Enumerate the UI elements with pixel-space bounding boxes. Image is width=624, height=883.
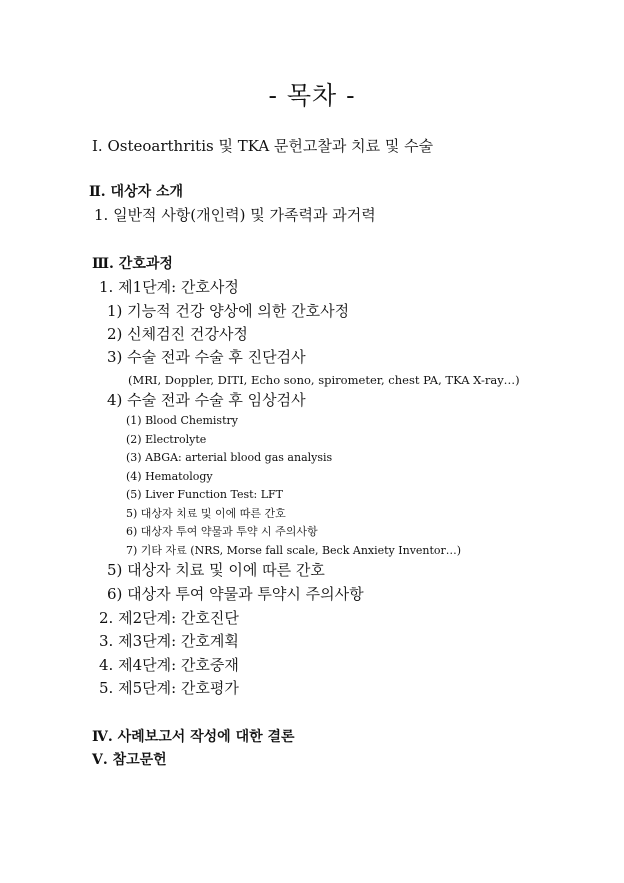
toc-item: 2. 제2단계: 간호진단 (99, 609, 239, 627)
toc-note: (MRI, Doppler, DITI, Echo sono, spirometer, chest PA, TKA X-ray…) (128, 373, 520, 387)
page-title: - 목차 - (268, 81, 356, 110)
toc-detail: (5) Liver Function Test: LFT (126, 488, 284, 501)
toc-section-2: Ⅱ. 대상자 소개 (89, 184, 184, 200)
toc-subitem: 5) 대상자 치료 및 이에 따른 간호 (107, 561, 325, 579)
toc-item: 4. 제4단계: 간호중재 (99, 656, 239, 674)
toc-subitem: 3) 수술 전과 수술 후 진단검사 (107, 348, 306, 366)
toc-subitem: 4) 수술 전과 수술 후 임상검사 (107, 391, 306, 409)
toc-detail: 6) 대상자 투여 약물과 투약 시 주의사항 (126, 525, 318, 538)
toc-item: 3. 제3단계: 간호계획 (99, 632, 239, 650)
toc-item: 1. 제1단계: 간호사정 (99, 278, 239, 296)
toc-subitem: 2) 신체검진 건강사정 (107, 325, 248, 343)
toc-item: 5. 제5단계: 간호평가 (99, 679, 239, 697)
toc-section-3: Ⅲ. 간호과정 (92, 256, 173, 272)
toc-section-1: Ⅰ. Osteoarthritis 및 TKA 문헌고찰과 치료 및 수술 (92, 137, 434, 155)
toc-subitem: 1) 기능적 건강 양상에 의한 간호사정 (107, 302, 350, 320)
toc-detail: (2) Electrolyte (126, 433, 207, 446)
toc-detail: (1) Blood Chemistry (126, 414, 238, 427)
toc-subitem: 6) 대상자 투여 약물과 투약시 주의사항 (107, 585, 364, 603)
toc-section-5: Ⅴ. 참고문헌 (92, 752, 167, 768)
toc-detail: (3) ABGA: arterial blood gas analysis (126, 451, 333, 464)
toc-detail: 5) 대상자 치료 및 이에 따른 간호 (126, 507, 286, 520)
toc-detail: (4) Hematology (126, 470, 213, 483)
toc-item: 1. 일반적 사항(개인력) 및 가족력과 과거력 (94, 206, 376, 224)
toc-section-4: Ⅳ. 사례보고서 작성에 대한 결론 (92, 729, 295, 745)
toc-detail: 7) 기타 자료 (NRS, Morse fall scale, Beck Anxiety Inventor…) (126, 544, 462, 557)
